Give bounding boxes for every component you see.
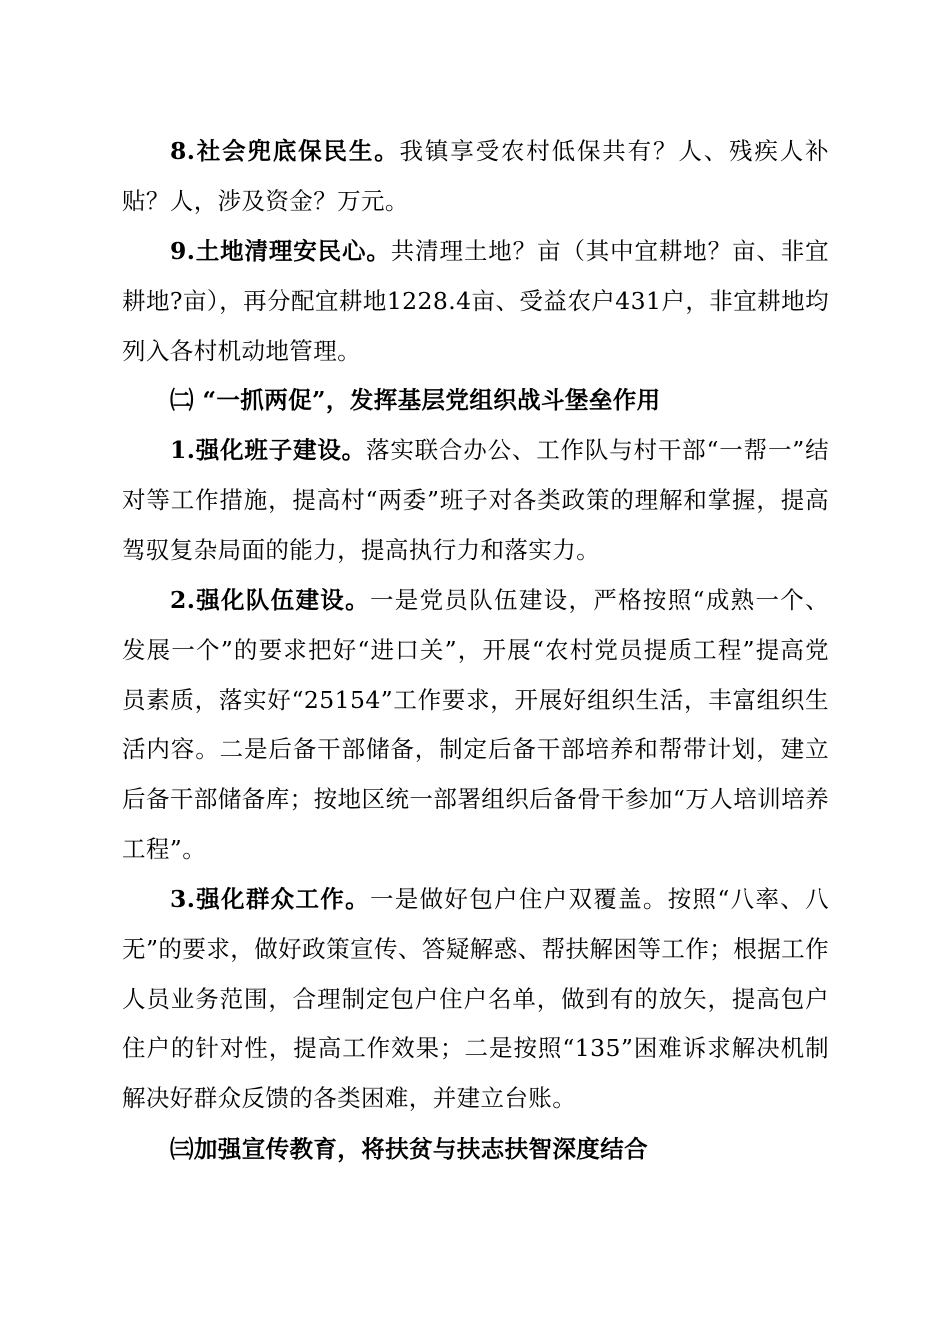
section-heading-3: ㈢加强宣传教育，将扶贫与扶志扶智深度结合 — [170, 1135, 648, 1163]
paragraph-body: 一是做好包户住户双覆盖。按照“八率、八无”的要求，做好政策宣传、答疑解惑、帮扶解困等工作；根据工作人员业务范围，合理制定包户住户名单，做到有的放矢，提高包户住户的针对性，提高工作效果；二是按照“135”困难诉求解决机制解决好群众反馈的各类困难，并建立台账。 — [122, 885, 829, 1113]
section-heading-2: ㈡ “一抓两促”，发挥基层党组织战斗堡垒作用 — [170, 386, 661, 414]
paragraph-team-building — [122, 426, 829, 575]
paragraph-lead: 8.社会兜底保民生。 — [170, 137, 400, 165]
paragraph-lead: 2.强化队伍建设。 — [170, 586, 370, 614]
paragraph-lead: 1.强化班子建设。 — [170, 436, 366, 464]
paragraph-body: 落实联合办公、工作队与村干部“一帮一”结对等工作措施，提高村“两委”班子对各类政策的理解和掌握，提高驾驭复杂局面的能力，提高执行力和落实力。 — [122, 436, 829, 564]
paragraph-social-security — [122, 127, 829, 227]
paragraph-lead: 3.强化群众工作。 — [170, 885, 370, 913]
paragraph-contingent-building — [122, 576, 829, 875]
paragraph-body: 我镇享受农村低保共有？人、残疾人补贴？人，涉及资金？万元。 — [122, 137, 829, 215]
paragraph-body: 共清理土地？亩（其中宜耕地？亩、非宜耕地?亩），再分配宜耕地1228.4亩、受益农户431户，非宜耕地均列入各村机动地管理。 — [122, 237, 829, 365]
paragraph-body: 一是党员队伍建设，严格按照“成熟一个、发展一个”的要求把好“进口关”，开展“农村党员提质工程”提高党员素质，落实好“25154”工作要求，开展好组织生活，丰富组织生活内容。二是后备干部储备，制定后备干部培养和帮带计划，建立后备干部储备库；按地区统一部署组织后备骨干参加“万人培训培养工程”。 — [122, 586, 829, 863]
paragraph-lead: 9.土地清理安民心。 — [170, 237, 391, 265]
paragraph-mass-work — [122, 875, 829, 1124]
paragraph-land-clearing — [122, 227, 829, 376]
